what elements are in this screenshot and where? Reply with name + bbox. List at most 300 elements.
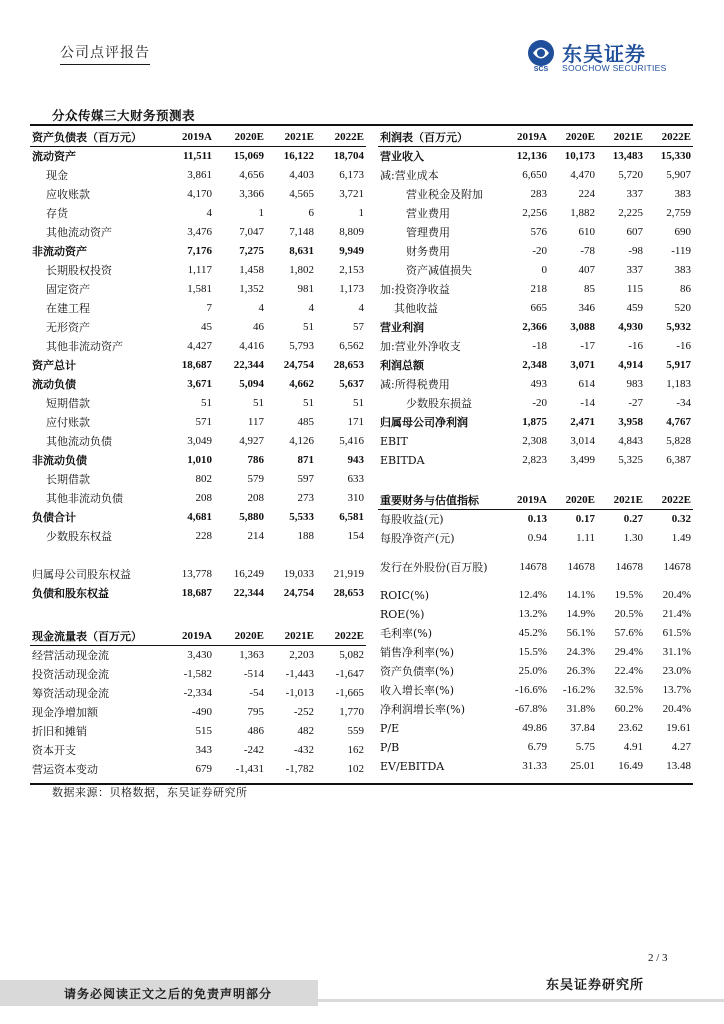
year-header: 2019A	[501, 491, 549, 510]
row-value: 795	[247, 706, 264, 718]
row-value: 3,366	[239, 188, 264, 200]
row-value: 1.49	[671, 532, 691, 544]
row-label: 财务费用	[406, 245, 450, 258]
table-row	[378, 204, 693, 223]
row-value: 4,416	[239, 340, 264, 352]
row-value: 3,476	[187, 226, 212, 238]
page-number: 2 / 3	[648, 952, 668, 964]
row-value: 5,880	[239, 511, 264, 523]
table-row	[378, 185, 693, 204]
table-row	[30, 665, 366, 684]
row-value: 15.5%	[518, 646, 547, 658]
row-value: 14678	[567, 560, 595, 573]
row-label: 其他流动负债	[46, 435, 112, 448]
table-row	[378, 738, 693, 757]
row-value: 1	[358, 207, 364, 219]
row-label: 资产减值损失	[406, 264, 472, 277]
row-label: 长期股权投资	[46, 264, 112, 277]
row-value: 16,249	[233, 568, 264, 580]
footer-disclaimer: 请务必阅读正文之后的免责声明部分	[64, 987, 273, 1001]
row-value: 283	[530, 188, 547, 200]
company-logo	[524, 36, 684, 76]
row-value: 16,122	[283, 150, 314, 162]
row-value: -1,013	[285, 687, 314, 699]
row-value: 2,471	[570, 416, 595, 428]
row-value: 4.91	[623, 741, 643, 753]
row-label: 其他流动资产	[46, 226, 112, 239]
row-label: 非流动负债	[32, 454, 87, 467]
row-value: 1,581	[187, 283, 212, 295]
row-value: -98	[628, 245, 643, 257]
row-value: 1,770	[339, 706, 364, 718]
table-row	[30, 394, 366, 413]
row-value: 2,225	[618, 207, 643, 219]
table-title: 重要财务与估值指标	[378, 491, 501, 510]
row-label: 营业利润	[380, 321, 424, 334]
table-row	[378, 510, 693, 530]
row-value: 4,565	[289, 188, 314, 200]
row-value: 3,430	[187, 649, 212, 661]
row-label: 加:营业外净收支	[380, 340, 461, 353]
row-value: 4,662	[289, 378, 314, 390]
table-row	[378, 643, 693, 662]
row-value: -16.2%	[562, 684, 595, 696]
row-value: 21,919	[333, 568, 364, 580]
row-value: 383	[674, 264, 691, 276]
row-label: EBIT	[380, 435, 408, 448]
year-header: 2021E	[266, 627, 316, 646]
row-label: 非流动资产	[32, 245, 87, 258]
table-row	[30, 584, 366, 603]
table-row	[378, 356, 693, 375]
row-value: 18,687	[181, 587, 212, 599]
row-label: 其他非流动负债	[46, 492, 123, 505]
row-label: 毛利率(%)	[380, 627, 433, 640]
row-value: 61.5%	[662, 627, 691, 639]
table-row	[30, 646, 366, 666]
year-header: 2021E	[597, 128, 645, 147]
title-divider	[30, 124, 693, 126]
row-value: 5,416	[339, 435, 364, 447]
row-value: 24.3%	[566, 646, 595, 658]
table-row	[30, 413, 366, 432]
table-row	[30, 565, 366, 584]
row-value: 614	[578, 378, 595, 390]
row-value: 407	[578, 264, 595, 276]
row-label: 在建工程	[46, 302, 90, 315]
row-value: 1,458	[239, 264, 264, 276]
logo-chinese-name: 东吴证券	[562, 42, 646, 66]
row-value: 679	[195, 763, 212, 775]
row-label: 应收账款	[46, 188, 90, 201]
logo-mark-icon	[524, 38, 558, 72]
table-row	[30, 147, 366, 167]
row-value: 4,927	[239, 435, 264, 447]
table-row	[30, 489, 366, 508]
row-value: 18,687	[181, 359, 212, 371]
row-value: 4	[358, 302, 364, 314]
row-value: 4,470	[570, 169, 595, 181]
row-value: -20	[532, 397, 547, 409]
row-label: 长期借款	[46, 473, 90, 486]
row-value: 943	[347, 454, 364, 466]
row-value: 0.94	[527, 532, 547, 544]
row-value: 7,275	[239, 245, 264, 257]
row-value: 5,637	[339, 378, 364, 390]
row-value	[214, 546, 266, 565]
table-row	[378, 700, 693, 719]
row-label: EV/EBITDA	[380, 760, 445, 773]
row-value: -242	[243, 744, 264, 756]
table-row	[378, 318, 693, 337]
row-label: 每股净资产(元)	[380, 532, 455, 545]
row-value: 4,656	[239, 169, 264, 181]
table-header-row	[30, 128, 366, 147]
row-value: -119	[671, 245, 691, 257]
row-value: 228	[195, 530, 212, 542]
row-value: 5,094	[239, 378, 264, 390]
row-value: 1,352	[239, 283, 264, 295]
row-value: 154	[347, 530, 364, 542]
row-value: -1,782	[285, 763, 314, 775]
row-label: P/E	[380, 722, 400, 735]
income-statement-table	[378, 128, 693, 470]
row-value: 25.0%	[518, 665, 547, 677]
row-label: 加:投资净收益	[380, 283, 450, 296]
row-value: -16	[676, 340, 691, 352]
row-value: 1,117	[187, 264, 212, 276]
row-value: 5,082	[339, 649, 364, 661]
row-value: 6,562	[339, 340, 364, 352]
row-label: ROIC(%)	[380, 589, 430, 602]
row-value: 2,153	[339, 264, 364, 276]
row-value: 0.17	[575, 513, 595, 525]
footer-firm-name: 东吴证券研究所	[546, 978, 645, 993]
row-label: 少数股东损益	[406, 397, 472, 410]
row-label: EBITDA	[380, 454, 425, 467]
row-value: 3,014	[570, 435, 595, 447]
year-header: 2019A	[501, 128, 549, 147]
table-row	[378, 242, 693, 261]
row-value: 983	[626, 378, 643, 390]
row-value: 6	[308, 207, 314, 219]
table-row	[378, 223, 693, 242]
row-value: 14.1%	[566, 589, 595, 601]
cash-flow-table	[30, 627, 366, 779]
table-title: 利润表（百万元）	[378, 128, 501, 147]
row-value: 37.84	[570, 722, 595, 734]
table-row	[30, 242, 366, 261]
table-row	[378, 681, 693, 700]
row-value: 3,499	[570, 454, 595, 466]
table-row	[30, 546, 366, 565]
row-label: 资本开支	[32, 744, 76, 757]
row-value: 60.2%	[614, 703, 643, 715]
row-value: 14678	[615, 560, 643, 573]
row-value: 19.5%	[614, 589, 643, 601]
row-value: 1,363	[239, 649, 264, 661]
row-label: 现金净增加额	[32, 706, 98, 719]
row-value: 3,861	[187, 169, 212, 181]
row-value: 273	[297, 492, 314, 504]
table-row	[30, 760, 366, 779]
row-value: 0	[541, 264, 547, 276]
row-value: 343	[195, 744, 212, 756]
row-value: 482	[297, 725, 314, 737]
year-header: 2019A	[164, 128, 214, 147]
row-value: 383	[674, 188, 691, 200]
row-value: 15,069	[233, 150, 264, 162]
row-value: -27	[628, 397, 643, 409]
row-value: 2,308	[522, 435, 547, 447]
table-row	[378, 413, 693, 432]
row-label: 短期借款	[46, 397, 90, 410]
row-value: 4,843	[618, 435, 643, 447]
row-value: 1,183	[666, 378, 691, 390]
table-row	[378, 548, 693, 586]
row-value: 1,875	[522, 416, 547, 428]
table-row	[30, 703, 366, 722]
table-title: 现金流量表（百万元）	[30, 627, 164, 646]
row-value: 14678	[519, 560, 547, 573]
table-row	[30, 185, 366, 204]
table-row	[378, 166, 693, 185]
row-label: 现金	[46, 169, 68, 182]
row-value: 5,907	[666, 169, 691, 181]
table-row	[378, 757, 693, 776]
table-row	[30, 337, 366, 356]
row-value: -1,665	[335, 687, 364, 699]
row-value: 14.9%	[566, 608, 595, 620]
table-header-row	[30, 627, 366, 646]
row-label: 归属母公司净利润	[380, 416, 468, 429]
row-label: 少数股东权益	[46, 530, 112, 543]
row-value: 45.2%	[518, 627, 547, 639]
row-value: 802	[195, 473, 212, 485]
row-value: 224	[578, 188, 595, 200]
row-label: 负债合计	[32, 511, 76, 524]
row-value: 115	[626, 283, 643, 295]
table-row	[378, 280, 693, 299]
row-value: 51	[253, 397, 264, 409]
row-value: -20	[532, 245, 547, 257]
row-value: 7,176	[187, 245, 212, 257]
row-value: 49.86	[522, 722, 547, 734]
logo-mark-text: SCS	[533, 66, 549, 72]
table-row	[30, 356, 366, 375]
row-value: 981	[297, 283, 314, 295]
row-value: 4	[258, 302, 264, 314]
row-value: 11,511	[182, 150, 212, 162]
row-value: 22.4%	[614, 665, 643, 677]
row-value: 1,173	[339, 283, 364, 295]
row-value: 25.01	[570, 760, 595, 772]
table-row	[30, 223, 366, 242]
row-value: 29.4%	[614, 646, 643, 658]
table-row	[30, 280, 366, 299]
row-value: 571	[195, 416, 212, 428]
row-value	[164, 546, 214, 565]
row-value: 0.13	[527, 513, 547, 525]
table-row	[378, 586, 693, 605]
row-value: 2,256	[522, 207, 547, 219]
row-value: -514	[243, 668, 264, 680]
row-value: 218	[530, 283, 547, 295]
table-row	[378, 147, 693, 167]
row-value: 786	[247, 454, 264, 466]
table-row	[378, 662, 693, 681]
row-value: 23.0%	[662, 665, 691, 677]
row-value: 7,047	[239, 226, 264, 238]
row-value: 13.7%	[662, 684, 691, 696]
row-label: P/B	[380, 741, 400, 754]
row-value: 56.1%	[566, 627, 595, 639]
row-value: 607	[626, 226, 643, 238]
row-label: 减:营业成本	[380, 169, 439, 182]
row-value: 162	[347, 744, 364, 756]
row-value: 13,778	[181, 568, 212, 580]
year-header: 2020E	[214, 627, 266, 646]
row-value: 690	[674, 226, 691, 238]
row-value: 520	[674, 302, 691, 314]
row-value: 57	[353, 321, 364, 333]
table-row	[378, 261, 693, 280]
table-row	[378, 375, 693, 394]
row-value: -1,431	[235, 763, 264, 775]
row-value: 31.1%	[662, 646, 691, 658]
year-header: 2022E	[316, 128, 366, 147]
key-indicators-table	[378, 491, 693, 776]
row-value: 3,071	[570, 359, 595, 371]
row-value: 1,882	[570, 207, 595, 219]
table-row	[30, 299, 366, 318]
row-value: -490	[191, 706, 212, 718]
row-label	[30, 546, 164, 565]
section-title: 分众传媒三大财务预测表	[52, 108, 196, 123]
row-value: 28,653	[333, 359, 364, 371]
row-value: -14	[580, 397, 595, 409]
row-value: -1,443	[285, 668, 314, 680]
row-value: 2,823	[522, 454, 547, 466]
row-label: 经营活动现金流	[32, 649, 109, 662]
row-value: 871	[297, 454, 314, 466]
row-value: -67.8%	[514, 703, 547, 715]
row-value: 13.48	[666, 760, 691, 772]
table-row	[30, 470, 366, 489]
table-row	[30, 204, 366, 223]
row-label: 每股收益(元)	[380, 513, 444, 526]
row-value: 171	[347, 416, 364, 428]
row-value: 19.61	[666, 722, 691, 734]
row-value: 493	[530, 378, 547, 390]
row-value: 6,650	[522, 169, 547, 181]
row-label: 流动负债	[32, 378, 76, 391]
row-value: 4,427	[187, 340, 212, 352]
table-row	[378, 299, 693, 318]
row-value: 0.32	[671, 513, 691, 525]
row-value: 665	[530, 302, 547, 314]
row-value: -432	[293, 744, 314, 756]
row-value: 0.27	[623, 513, 643, 525]
row-label: 净利润增长率(%)	[380, 703, 466, 716]
balance-sheet-table	[30, 128, 366, 603]
table-header-row	[378, 128, 693, 147]
row-label: 应付账款	[46, 416, 90, 429]
row-value: 51	[353, 397, 364, 409]
row-value: 18,704	[333, 150, 364, 162]
row-value: 12.4%	[518, 589, 547, 601]
row-value: 633	[347, 473, 364, 485]
row-value: 19,033	[283, 568, 314, 580]
row-label: 管理费用	[406, 226, 450, 239]
row-value: 51	[201, 397, 212, 409]
row-value: -18	[532, 340, 547, 352]
row-value: 6,173	[339, 169, 364, 181]
row-value: 188	[297, 530, 314, 542]
table-row	[30, 166, 366, 185]
row-value: 459	[626, 302, 643, 314]
row-value: 8,809	[339, 226, 364, 238]
row-value: 13,483	[612, 150, 643, 162]
row-value: 3,049	[187, 435, 212, 447]
row-value: 2,759	[666, 207, 691, 219]
row-value: 3,671	[187, 378, 212, 390]
row-value: 8,631	[289, 245, 314, 257]
row-value: 214	[247, 530, 264, 542]
row-value: 5,533	[289, 511, 314, 523]
table-header-row	[378, 491, 693, 510]
table-row	[378, 394, 693, 413]
row-label: 其他非流动资产	[46, 340, 123, 353]
row-value: 610	[578, 226, 595, 238]
row-label: 减:所得税费用	[380, 378, 450, 391]
row-label: 营业收入	[380, 150, 424, 163]
row-value: 6,581	[339, 511, 364, 523]
table-row	[30, 375, 366, 394]
row-value: 51	[303, 321, 314, 333]
year-header: 2020E	[549, 128, 597, 147]
row-value: -2,334	[183, 687, 212, 699]
row-value: 4	[308, 302, 314, 314]
row-value: 346	[578, 302, 595, 314]
row-value: 20.5%	[614, 608, 643, 620]
table-row	[378, 529, 693, 548]
row-value: 23.62	[618, 722, 643, 734]
row-label: 营业税金及附加	[406, 188, 483, 201]
table-row	[30, 508, 366, 527]
row-label: ROE(%)	[380, 608, 425, 621]
row-value: 310	[347, 492, 364, 504]
row-value: 3,721	[339, 188, 364, 200]
table-row	[378, 337, 693, 356]
row-value: 24,754	[283, 359, 314, 371]
row-value: -1,647	[335, 668, 364, 680]
row-value: 1	[258, 207, 264, 219]
table-row	[30, 261, 366, 280]
row-label: 营业费用	[406, 207, 450, 220]
row-value: 337	[626, 264, 643, 276]
row-value: 9,949	[339, 245, 364, 257]
row-label: 筹资活动现金流	[32, 687, 109, 700]
row-value: 597	[297, 473, 314, 485]
table-row	[378, 451, 693, 470]
row-value: 12,136	[516, 150, 547, 162]
row-value: 28,653	[333, 587, 364, 599]
row-label: 折旧和摊销	[32, 725, 87, 738]
row-value: 22,344	[233, 359, 264, 371]
row-value: 45	[201, 321, 212, 333]
row-value: 5,720	[618, 169, 643, 181]
